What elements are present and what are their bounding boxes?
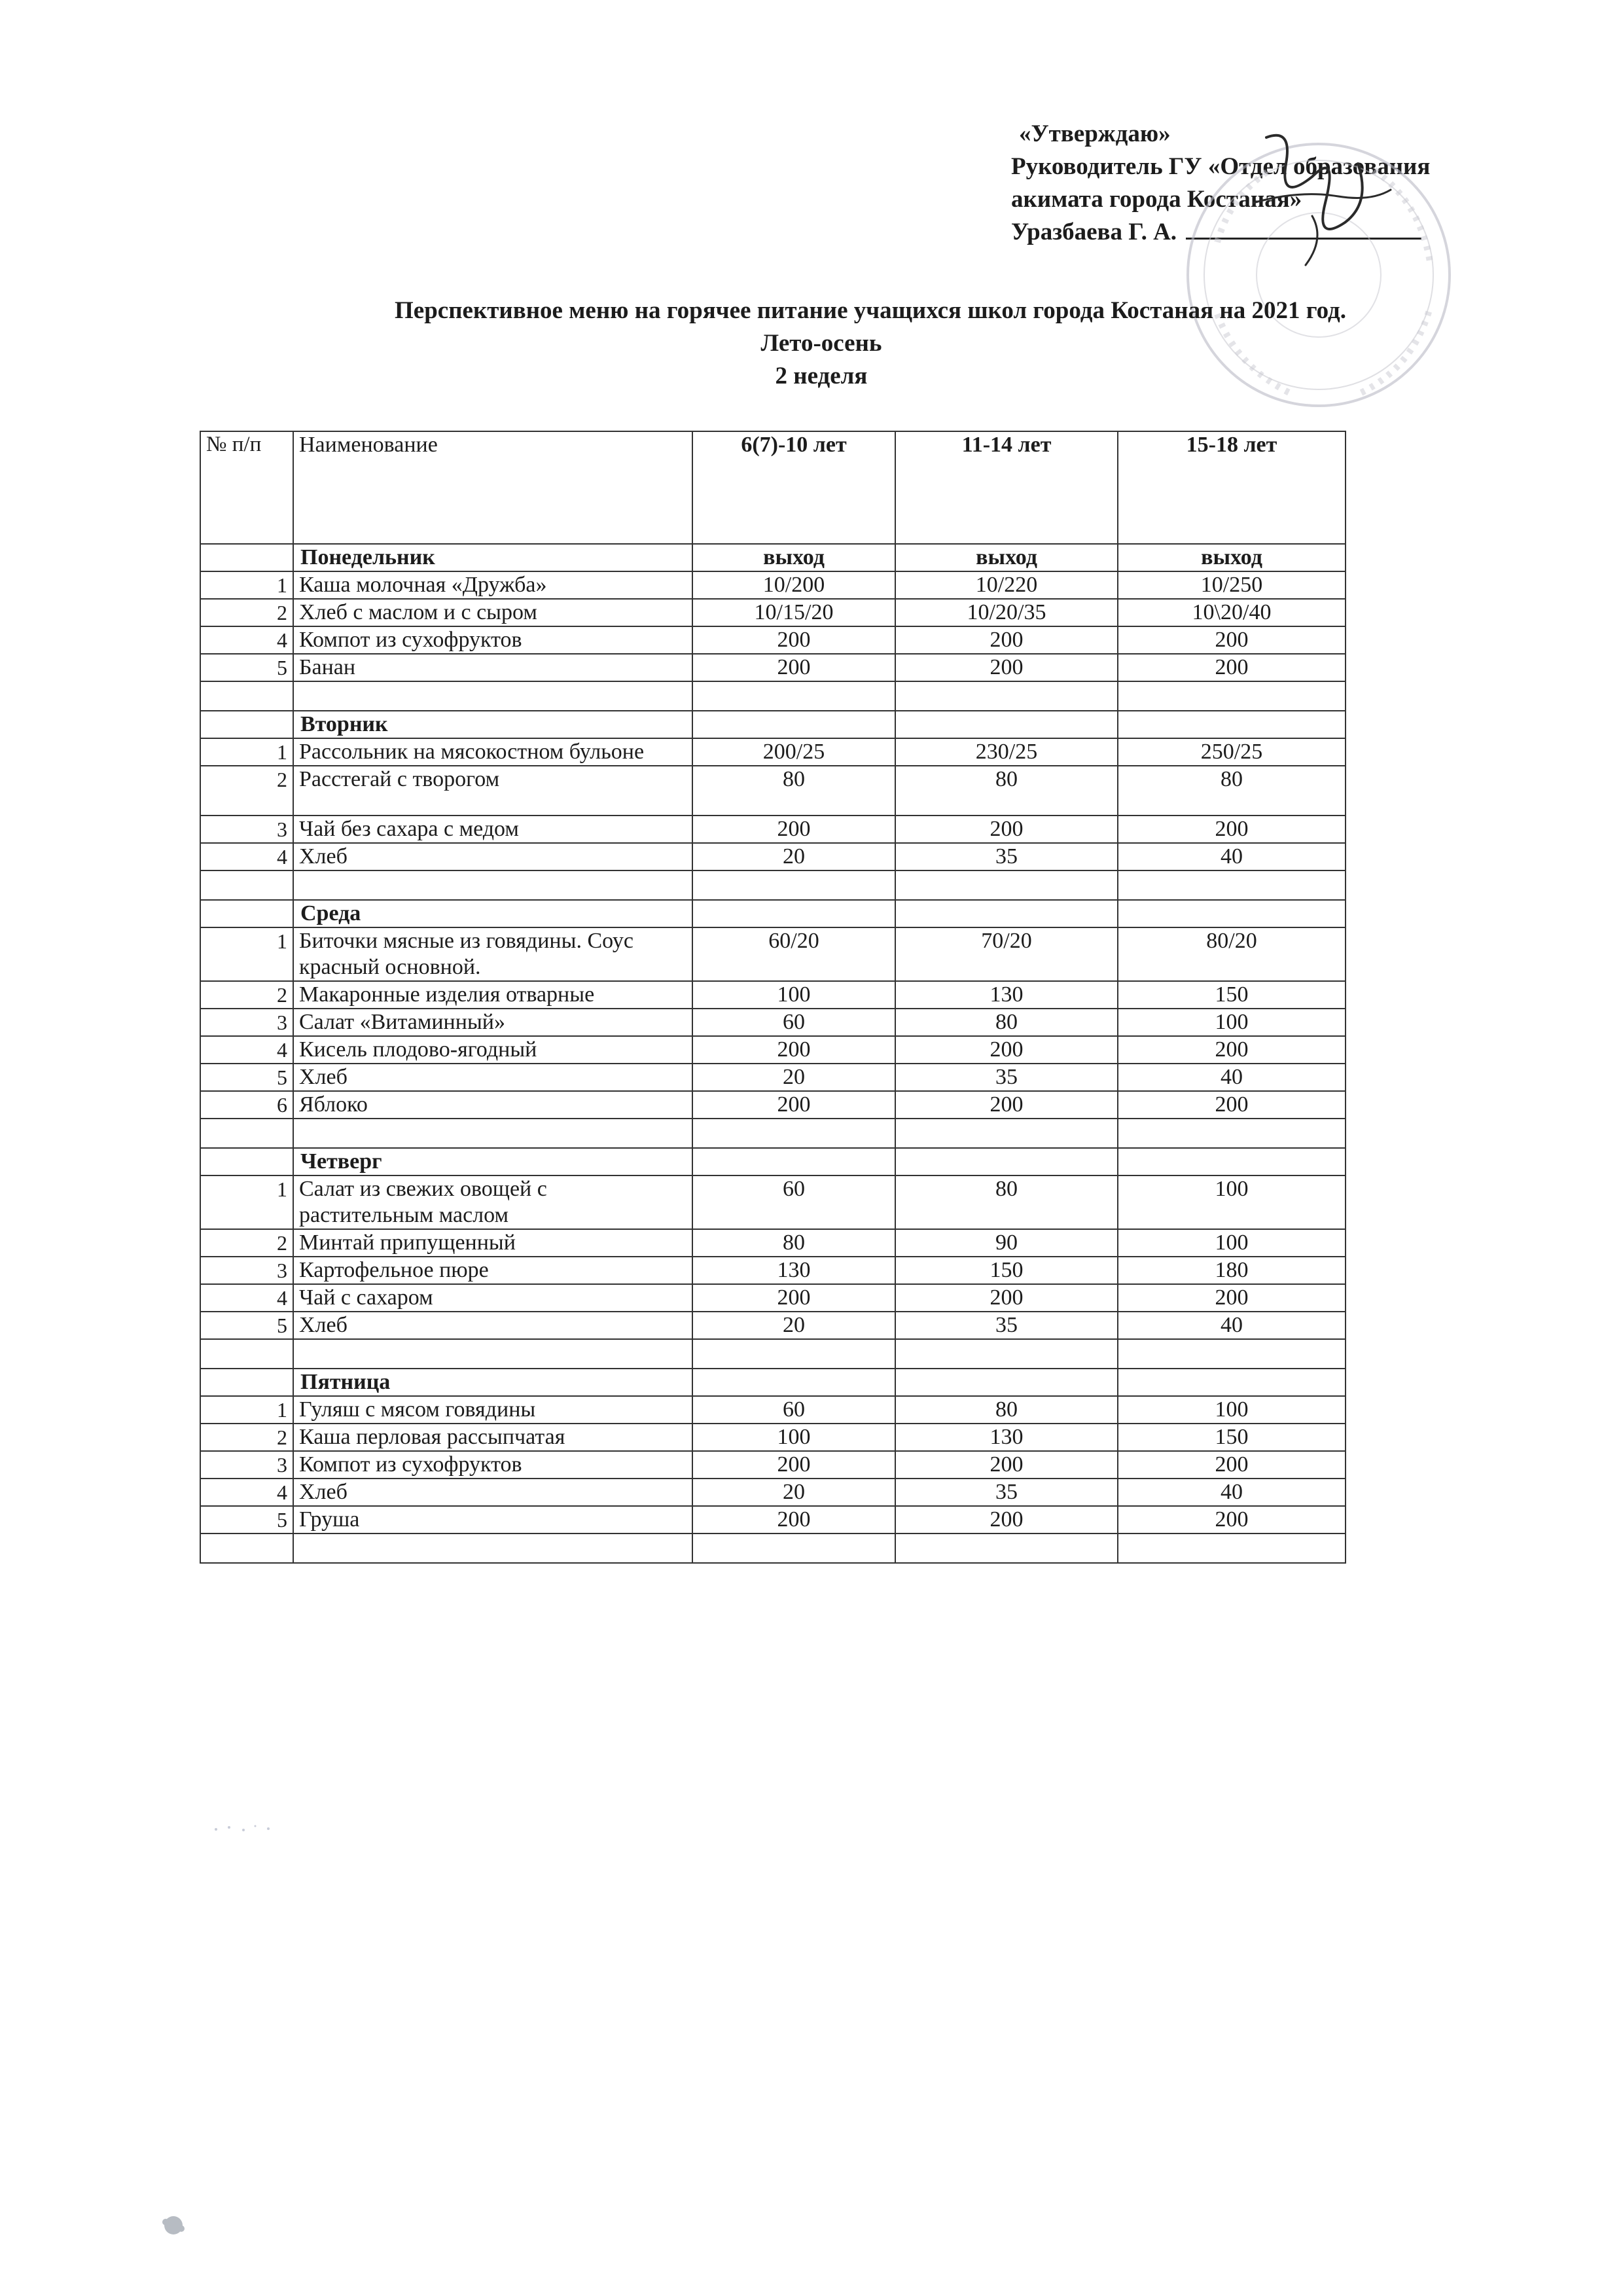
day-name: Понедельник: [293, 544, 692, 571]
empty-cell: [692, 1119, 895, 1148]
yield-11-14: 80: [895, 1009, 1118, 1036]
table-row: [200, 981, 1346, 1009]
table-row: [200, 843, 1346, 870]
table-row: [200, 1451, 1346, 1479]
item-number: 2: [200, 599, 293, 626]
item-number: 3: [200, 816, 293, 843]
spacer-row: [200, 1339, 1346, 1369]
yield-label: [895, 900, 1118, 927]
day-name: Среда: [293, 900, 692, 927]
empty-cell: [200, 870, 293, 900]
yield-6-10: 20: [692, 1312, 895, 1339]
yield-6-10: 60/20: [692, 927, 895, 981]
spacer-row: [200, 1119, 1346, 1148]
yield-6-10: 20: [692, 1479, 895, 1506]
item-name: Биточки мясные из говядины. Соус красный основной.: [293, 927, 692, 981]
table-row: [200, 1229, 1346, 1257]
item-name: Хлеб с маслом и с сыром: [293, 599, 692, 626]
item-number: 2: [200, 981, 293, 1009]
yield-15-18: 200: [1118, 816, 1346, 843]
yield-11-14: 200: [895, 626, 1118, 654]
yield-label: [895, 1369, 1118, 1396]
item-name: Чай без сахара с медом: [293, 816, 692, 843]
yield-6-10: 200: [692, 816, 895, 843]
yield-label: [692, 711, 895, 738]
item-name: Салат из свежих овощей с растительным маслом: [293, 1175, 692, 1229]
day-number-cell: [200, 900, 293, 927]
yield-label: [1118, 1369, 1346, 1396]
header-age-6-10: 6(7)-10 лет: [692, 431, 895, 544]
yield-label: выход: [692, 544, 895, 571]
empty-cell: [293, 1339, 692, 1369]
empty-cell: [895, 1119, 1118, 1148]
item-name: Картофельное пюре: [293, 1257, 692, 1284]
day-header-row: [200, 900, 1346, 927]
yield-15-18: 40: [1118, 1312, 1346, 1339]
empty-cell: [1118, 1534, 1346, 1563]
empty-cell: [200, 681, 293, 711]
yield-6-10: 60: [692, 1009, 895, 1036]
empty-cell: [692, 870, 895, 900]
header-number: № п/п: [200, 431, 293, 544]
yield-label: [692, 900, 895, 927]
item-number: 2: [200, 1229, 293, 1257]
item-name: Хлеб: [293, 1312, 692, 1339]
table-row: [200, 654, 1346, 681]
table-row: [200, 599, 1346, 626]
item-number: 5: [200, 1312, 293, 1339]
yield-label: [895, 711, 1118, 738]
table-row: [200, 626, 1346, 654]
day-name: Вторник: [293, 711, 692, 738]
day-header-row: [200, 711, 1346, 738]
yield-6-10: 200: [692, 654, 895, 681]
yield-15-18: 200: [1118, 1284, 1346, 1312]
item-name: Каша молочная «Дружба»: [293, 571, 692, 599]
document-title: Перспективное меню на горячее питание учащихся школ города Костаная на 2021 год.: [395, 297, 1346, 324]
yield-11-14: 200: [895, 1284, 1118, 1312]
yield-11-14: 200: [895, 1506, 1118, 1534]
yield-label: [692, 1369, 895, 1396]
table-header-row: [200, 431, 1346, 544]
menu-table: [200, 431, 1346, 1564]
item-number: 1: [200, 1175, 293, 1229]
yield-6-10: 100: [692, 1424, 895, 1451]
empty-cell: [1118, 1339, 1346, 1369]
item-name: Салат «Витаминный»: [293, 1009, 692, 1036]
yield-15-18: 40: [1118, 1479, 1346, 1506]
yield-11-14: 10/20/35: [895, 599, 1118, 626]
yield-11-14: 130: [895, 981, 1118, 1009]
item-name: Макаронные изделия отварные: [293, 981, 692, 1009]
scan-artifact: [209, 1820, 288, 1839]
yield-15-18: 200: [1118, 626, 1346, 654]
item-number: 4: [200, 843, 293, 870]
yield-11-14: 150: [895, 1257, 1118, 1284]
item-number: 4: [200, 1036, 293, 1064]
table-row: [200, 1091, 1346, 1119]
yield-11-14: 35: [895, 843, 1118, 870]
item-name: Груша: [293, 1506, 692, 1534]
header-name: Наименование: [293, 431, 692, 544]
empty-cell: [200, 1119, 293, 1148]
yield-11-14: 200: [895, 1091, 1118, 1119]
item-name: Минтай припущенный: [293, 1229, 692, 1257]
item-name: Рассольник на мясокостном бульоне: [293, 738, 692, 766]
item-number: 3: [200, 1451, 293, 1479]
yield-15-18: 100: [1118, 1175, 1346, 1229]
table-row: [200, 1036, 1346, 1064]
empty-cell: [692, 1339, 895, 1369]
header-age-15-18: 15-18 лет: [1118, 431, 1346, 544]
empty-cell: [1118, 1119, 1346, 1148]
yield-11-14: 200: [895, 654, 1118, 681]
yield-6-10: 200/25: [692, 738, 895, 766]
item-number: 3: [200, 1009, 293, 1036]
item-name: Компот из сухофруктов: [293, 1451, 692, 1479]
yield-11-14: 80: [895, 1396, 1118, 1424]
yield-11-14: 80: [895, 1175, 1118, 1229]
item-number: 4: [200, 1284, 293, 1312]
item-number: 3: [200, 1257, 293, 1284]
header-age-11-14: 11-14 лет: [895, 431, 1118, 544]
table-row: [200, 1175, 1346, 1229]
approval-signatory-name: Уразбаева Г. А.: [1011, 219, 1177, 245]
yield-15-18: 180: [1118, 1257, 1346, 1284]
document-title-block: [0, 295, 1623, 393]
day-number-cell: [200, 1148, 293, 1175]
empty-cell: [200, 1339, 293, 1369]
item-number: 1: [200, 1396, 293, 1424]
yield-6-10: 80: [692, 1229, 895, 1257]
item-number: 5: [200, 1506, 293, 1534]
yield-6-10: 60: [692, 1175, 895, 1229]
table-row: [200, 1424, 1346, 1451]
spacer-row: [200, 870, 1346, 900]
empty-cell: [895, 1339, 1118, 1369]
yield-6-10: 20: [692, 843, 895, 870]
day-header-row: [200, 544, 1346, 571]
day-header-row: [200, 1148, 1346, 1175]
yield-15-18: 80/20: [1118, 927, 1346, 981]
day-header-row: [200, 1369, 1346, 1396]
spacer-row: [200, 681, 1346, 711]
day-number-cell: [200, 711, 293, 738]
yield-15-18: 40: [1118, 1064, 1346, 1091]
yield-6-10: 200: [692, 626, 895, 654]
empty-cell: [1118, 681, 1346, 711]
approval-position: Руководитель ГУ «Отдел образования: [1011, 153, 1431, 180]
table-row: [200, 927, 1346, 981]
yield-15-18: 150: [1118, 1424, 1346, 1451]
yield-15-18: 150: [1118, 981, 1346, 1009]
yield-15-18: 10\20/40: [1118, 599, 1346, 626]
yield-11-14: 130: [895, 1424, 1118, 1451]
yield-6-10: 200: [692, 1036, 895, 1064]
yield-6-10: 10/15/20: [692, 599, 895, 626]
empty-cell: [692, 1534, 895, 1563]
approval-heading: «Утверждаю»: [1019, 120, 1171, 147]
yield-11-14: 230/25: [895, 738, 1118, 766]
handwritten-signature: [1240, 124, 1397, 275]
scan-artifact: [154, 2209, 193, 2242]
yield-15-18: 200: [1118, 1506, 1346, 1534]
spacer-row: [200, 1534, 1346, 1563]
table-row: [200, 738, 1346, 766]
yield-11-14: 70/20: [895, 927, 1118, 981]
table-row: [200, 1479, 1346, 1506]
yield-15-18: 200: [1118, 1451, 1346, 1479]
yield-15-18: 200: [1118, 1091, 1346, 1119]
item-name: Компот из сухофруктов: [293, 626, 692, 654]
day-number-cell: [200, 544, 293, 571]
empty-cell: [293, 1119, 692, 1148]
yield-11-14: 200: [895, 1451, 1118, 1479]
item-name: Хлеб: [293, 1064, 692, 1091]
table-row: [200, 1506, 1346, 1534]
yield-15-18: 200: [1118, 1036, 1346, 1064]
empty-cell: [293, 870, 692, 900]
item-name: Яблоко: [293, 1091, 692, 1119]
yield-6-10: 200: [692, 1284, 895, 1312]
item-number: 2: [200, 1424, 293, 1451]
empty-cell: [895, 870, 1118, 900]
table-row: [200, 816, 1346, 843]
item-number: 4: [200, 626, 293, 654]
yield-15-18: 80: [1118, 766, 1346, 816]
item-name: Хлеб: [293, 1479, 692, 1506]
yield-11-14: 90: [895, 1229, 1118, 1257]
yield-6-10: 20: [692, 1064, 895, 1091]
item-number: 2: [200, 766, 293, 816]
yield-15-18: 100: [1118, 1396, 1346, 1424]
empty-cell: [895, 1534, 1118, 1563]
item-name: Хлеб: [293, 843, 692, 870]
yield-label: [895, 1148, 1118, 1175]
yield-11-14: 35: [895, 1064, 1118, 1091]
item-number: 1: [200, 571, 293, 599]
yield-label: выход: [1118, 544, 1346, 571]
yield-label: [1118, 1148, 1346, 1175]
item-number: 1: [200, 738, 293, 766]
approval-organization: акимата города Костаная»: [1011, 186, 1302, 213]
yield-11-14: 200: [895, 816, 1118, 843]
menu-table-body: [200, 431, 1346, 1563]
item-number: 4: [200, 1479, 293, 1506]
yield-11-14: 10/220: [895, 571, 1118, 599]
yield-label: [1118, 900, 1346, 927]
empty-cell: [692, 681, 895, 711]
yield-11-14: 200: [895, 1036, 1118, 1064]
yield-15-18: 10/250: [1118, 571, 1346, 599]
item-name: Каша перловая рассыпчатая: [293, 1424, 692, 1451]
yield-label: [1118, 711, 1346, 738]
yield-15-18: 100: [1118, 1229, 1346, 1257]
item-name: Кисель плодово-ягодный: [293, 1036, 692, 1064]
empty-cell: [200, 1534, 293, 1563]
yield-15-18: 40: [1118, 843, 1346, 870]
table-row: [200, 766, 1346, 816]
day-number-cell: [200, 1369, 293, 1396]
yield-6-10: 200: [692, 1506, 895, 1534]
week-label: 2 неделя: [775, 363, 868, 389]
empty-cell: [1118, 870, 1346, 900]
yield-6-10: 200: [692, 1451, 895, 1479]
table-row: [200, 1312, 1346, 1339]
yield-6-10: 130: [692, 1257, 895, 1284]
yield-6-10: 10/200: [692, 571, 895, 599]
item-number: 5: [200, 654, 293, 681]
empty-cell: [895, 681, 1118, 711]
empty-cell: [293, 1534, 692, 1563]
yield-6-10: 100: [692, 981, 895, 1009]
yield-15-18: 200: [1118, 654, 1346, 681]
yield-label: выход: [895, 544, 1118, 571]
item-name: Чай с сахаром: [293, 1284, 692, 1312]
table-row: [200, 1257, 1346, 1284]
table-row: [200, 1009, 1346, 1036]
yield-11-14: 80: [895, 766, 1118, 816]
yield-11-14: 35: [895, 1312, 1118, 1339]
table-row: [200, 1064, 1346, 1091]
yield-11-14: 35: [895, 1479, 1118, 1506]
table-row: [200, 1396, 1346, 1424]
day-name: Пятница: [293, 1369, 692, 1396]
yield-6-10: 80: [692, 766, 895, 816]
item-name: Гуляш с мясом говядины: [293, 1396, 692, 1424]
item-number: 1: [200, 927, 293, 981]
season-label: Лето-осень: [760, 330, 882, 357]
item-name: Банан: [293, 654, 692, 681]
yield-6-10: 60: [692, 1396, 895, 1424]
yield-label: [692, 1148, 895, 1175]
item-number: 5: [200, 1064, 293, 1091]
table-row: [200, 571, 1346, 599]
empty-cell: [293, 681, 692, 711]
yield-15-18: 100: [1118, 1009, 1346, 1036]
table-row: [200, 1284, 1346, 1312]
item-name: Расстегай с творогом: [293, 766, 692, 816]
yield-15-18: 250/25: [1118, 738, 1346, 766]
yield-6-10: 200: [692, 1091, 895, 1119]
day-name: Четверг: [293, 1148, 692, 1175]
item-number: 6: [200, 1091, 293, 1119]
